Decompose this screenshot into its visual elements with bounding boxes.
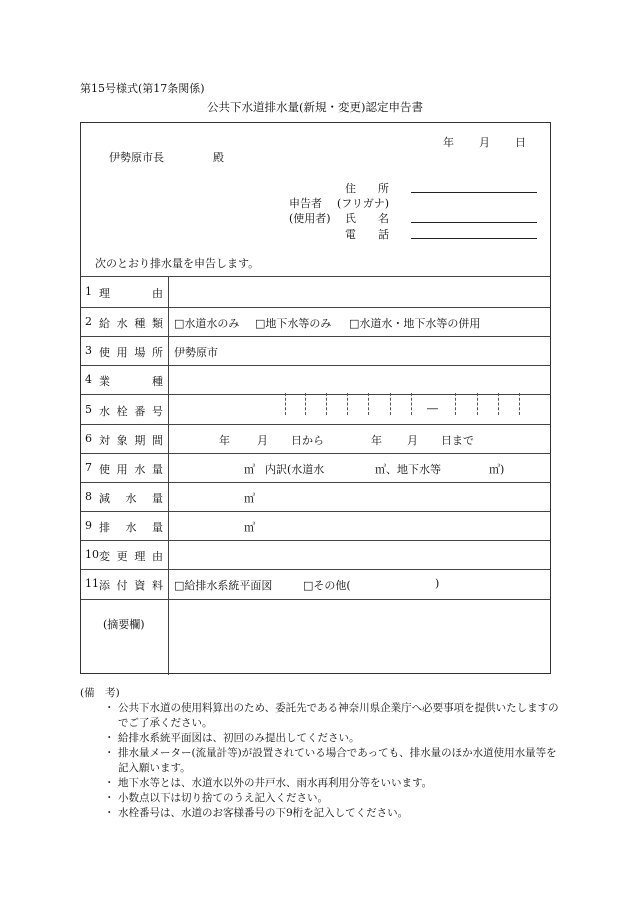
notes-heading: (備 考) (80, 687, 120, 699)
honorific: 殿 (213, 151, 224, 164)
attach-option-plan[interactable]: □給排水系統平面図 (174, 579, 273, 592)
attach-option-other[interactable]: □その他( (303, 579, 351, 592)
attach-other-close: ) (435, 577, 440, 590)
location-value: 伊勢原市 (174, 346, 218, 359)
list-item: ・ 小数点以下は切り捨てのうえ記入ください。 (108, 791, 560, 806)
address-label: 住 所 (345, 182, 389, 195)
date-year: 年 (443, 136, 454, 149)
usage-breakdown-label: 内訳(水道水 (265, 463, 325, 476)
usage-unit: ㎥ (244, 463, 255, 476)
supply-option-groundwater-only[interactable]: □地下水等のみ (255, 317, 332, 330)
list-item: ・ 給排水系統平面図は、初回のみ提出してください。 (108, 731, 560, 746)
period-month-to: 月 (407, 434, 418, 447)
usage-groundwater-unit: ㎥) (489, 463, 505, 476)
date-month: 月 (479, 136, 490, 149)
period-day-from: 日から (291, 434, 324, 447)
declaration-statement: 次のとおり排水量を申告します。 (95, 257, 260, 270)
meter-number-separator: ― (427, 402, 438, 415)
period-day-to: 日まで (441, 434, 474, 447)
application-form-table: 年 月 日 伊勢原市長 殿 住 所 申告者 (フリガナ) (使用者) 氏 名 電 話 次のとおり排水量を申告します。 1 理 由 2 給 水 種 類 3 使 用 場 所 4 業 種 5 水 栓 番 号 6 対 象 期 間 7 使 用 水 量 8 減 水 量 9 排 水 量 10 変 更 理 由 11 添 付 資 料 (摘要欄) □水道水のみ □地下水等のみ □水道水・地下水等の併用 伊勢原市 ― 年 月 日から 年 月 日まで ㎥ 内訳(水道水 ㎥、地下水等 ㎥) ㎥ ㎥ □給排水系統平面図 □その他( ) (80, 122, 551, 674)
furigana-label: (フリガナ) (337, 197, 390, 210)
list-item: ・ 水栓番号は、水道のお客様番号の下9桁を記入してください。 (108, 806, 560, 821)
period-month-from: 月 (257, 434, 268, 447)
form-number: 第15号様式(第17条関係) (80, 82, 205, 95)
supply-option-tap-only[interactable]: □水道水のみ (174, 317, 240, 330)
remarks-label: (摘要欄) (103, 618, 145, 631)
phone-line[interactable] (409, 226, 537, 239)
addressee: 伊勢原市長 (109, 151, 164, 164)
notes-list (80, 701, 560, 821)
phone-label: 電 話 (345, 228, 389, 241)
list-item: ・ 排水量メーター(流量計等)が設置されている場合であっても、排水量のほか水道使用水量等を記入願います。 (108, 746, 560, 776)
reduction-unit: ㎥ (244, 492, 255, 505)
period-year-to: 年 (371, 434, 382, 447)
applicant-label: 申告者 (289, 197, 322, 210)
usage-tap-unit: ㎥、地下水等 (375, 463, 441, 476)
period-year-from: 年 (219, 434, 230, 447)
drainage-unit: ㎥ (244, 521, 255, 534)
form-title: 公共下水道排水量(新規・変更)認定申告書 (207, 100, 423, 114)
list-item: ・ 公共下水道の使用料算出のため、委託先である神奈川県企業庁へ必要事項を提供いたしますのでご了承ください。 (108, 701, 560, 731)
date-day: 日 (515, 136, 526, 149)
name-label: 氏 名 (345, 212, 389, 225)
list-item: ・ 地下水等とは、水道水以外の井戸水、雨水再利用分等をいいます。 (108, 776, 560, 791)
user-label: (使用者) (289, 212, 331, 225)
supply-option-combined[interactable]: □水道水・地下水等の併用 (349, 317, 481, 330)
address-line[interactable] (409, 180, 537, 193)
name-line[interactable] (409, 210, 537, 223)
notes-section (80, 686, 560, 821)
